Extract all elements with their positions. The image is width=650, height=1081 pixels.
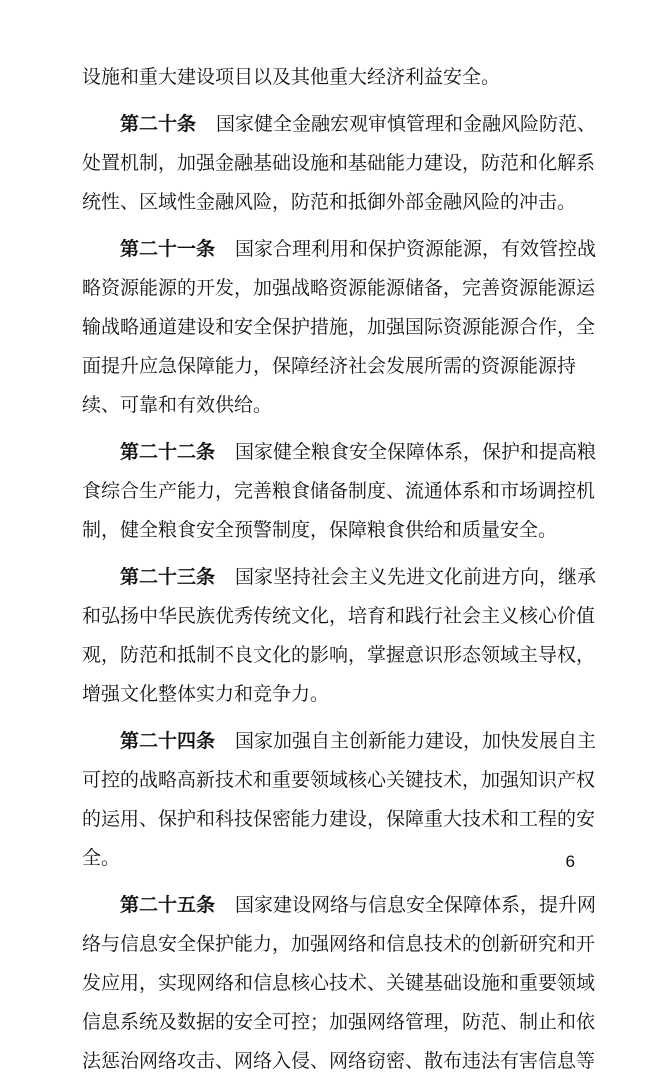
article-number: 第二十五条 xyxy=(120,894,216,916)
article-line: 法惩治网络攻击、网络入侵、网络窃密、散布违法有害信息等 xyxy=(82,1050,596,1072)
article-text: 国家坚持社会主义先进文化前进方向，继承 xyxy=(235,566,597,588)
document-body xyxy=(82,58,597,1081)
article-line: 和弘扬中华民族优秀传统文化，培育和践行社会主义核心价值 xyxy=(82,605,596,627)
article-text: 国家健全金融宏观审慎管理和金融风险防范、 xyxy=(216,113,597,135)
article-first-line xyxy=(82,230,597,269)
article-line: 信息系统及数据的安全可控；加强网络管理，防范、制止和依 xyxy=(82,1011,596,1033)
article-text: 国家健全粮食安全保障体系，保护和提高粮 xyxy=(235,441,597,463)
article-21 xyxy=(82,230,597,425)
article-line: 面提升应急保障能力，保障经济社会发展所需的资源能源持 xyxy=(82,355,577,377)
article-first-line xyxy=(82,433,597,472)
article-line: 络与信息安全保护能力，加强网络和信息技术的创新研究和开 xyxy=(82,933,596,955)
article-24 xyxy=(82,722,597,878)
article-line: 观，防范和抵制不良文化的影响，掌握意识形态领域主导权， xyxy=(82,644,596,666)
article-number: 第二十一条 xyxy=(120,238,216,260)
article-line: 的运用、保护和科技保密能力建设，保障重大技术和工程的安 xyxy=(82,808,596,830)
article-number: 第二十二条 xyxy=(120,441,216,463)
article-number: 第二十四条 xyxy=(120,730,216,752)
article-line: 全。 xyxy=(82,847,121,869)
article-first-line xyxy=(82,558,597,597)
article-first-line xyxy=(82,886,597,925)
article-text: 国家合理利用和保护资源能源，有效管控战 xyxy=(235,238,597,260)
article-line: 发应用，实现网络和信息核心技术、关键基础设施和重要领域 xyxy=(82,972,596,994)
article-text: 国家加强自主创新能力建设，加快发展自主 xyxy=(235,730,597,752)
page-number: 6 xyxy=(565,852,575,871)
article-line: 统性、区域性金融风险，防范和抵御外部金融风险的冲击。 xyxy=(82,191,577,213)
article-20 xyxy=(82,105,597,222)
article-line: 增强文化整体实力和竞争力。 xyxy=(82,683,330,705)
article-line: 略资源能源的开发，加强战略资源能源储备，完善资源能源运 xyxy=(82,277,596,299)
article-line: 输战略通道建设和安全保护措施，加强国际资源能源合作，全 xyxy=(82,316,596,338)
article-line: 续、可靠和有效供给。 xyxy=(82,394,273,416)
article-first-line xyxy=(82,105,597,144)
article-line: 处置机制，加强金融基础设施和基础能力建设，防范和化解系 xyxy=(82,152,596,174)
article-text: 国家建设网络与信息安全保障体系，提升网 xyxy=(235,894,597,916)
article-number: 第二十三条 xyxy=(120,566,216,588)
article-number: 第二十条 xyxy=(120,113,197,135)
article-line: 食综合生产能力，完善粮食储备制度、流通体系和市场调控机 xyxy=(82,480,596,502)
continued-text-line: 设施和重大建设项目以及其他重大经济利益安全。 xyxy=(82,66,501,88)
article-22 xyxy=(82,433,597,550)
article-line: 制，健全粮食安全预警制度，保障粮食供给和质量安全。 xyxy=(82,519,558,541)
article-first-line xyxy=(82,722,597,761)
article-25 xyxy=(82,886,597,1081)
article-23 xyxy=(82,558,597,714)
article-line: 可控的战略高新技术和重要领域核心关键技术，加强知识产权 xyxy=(82,769,596,791)
